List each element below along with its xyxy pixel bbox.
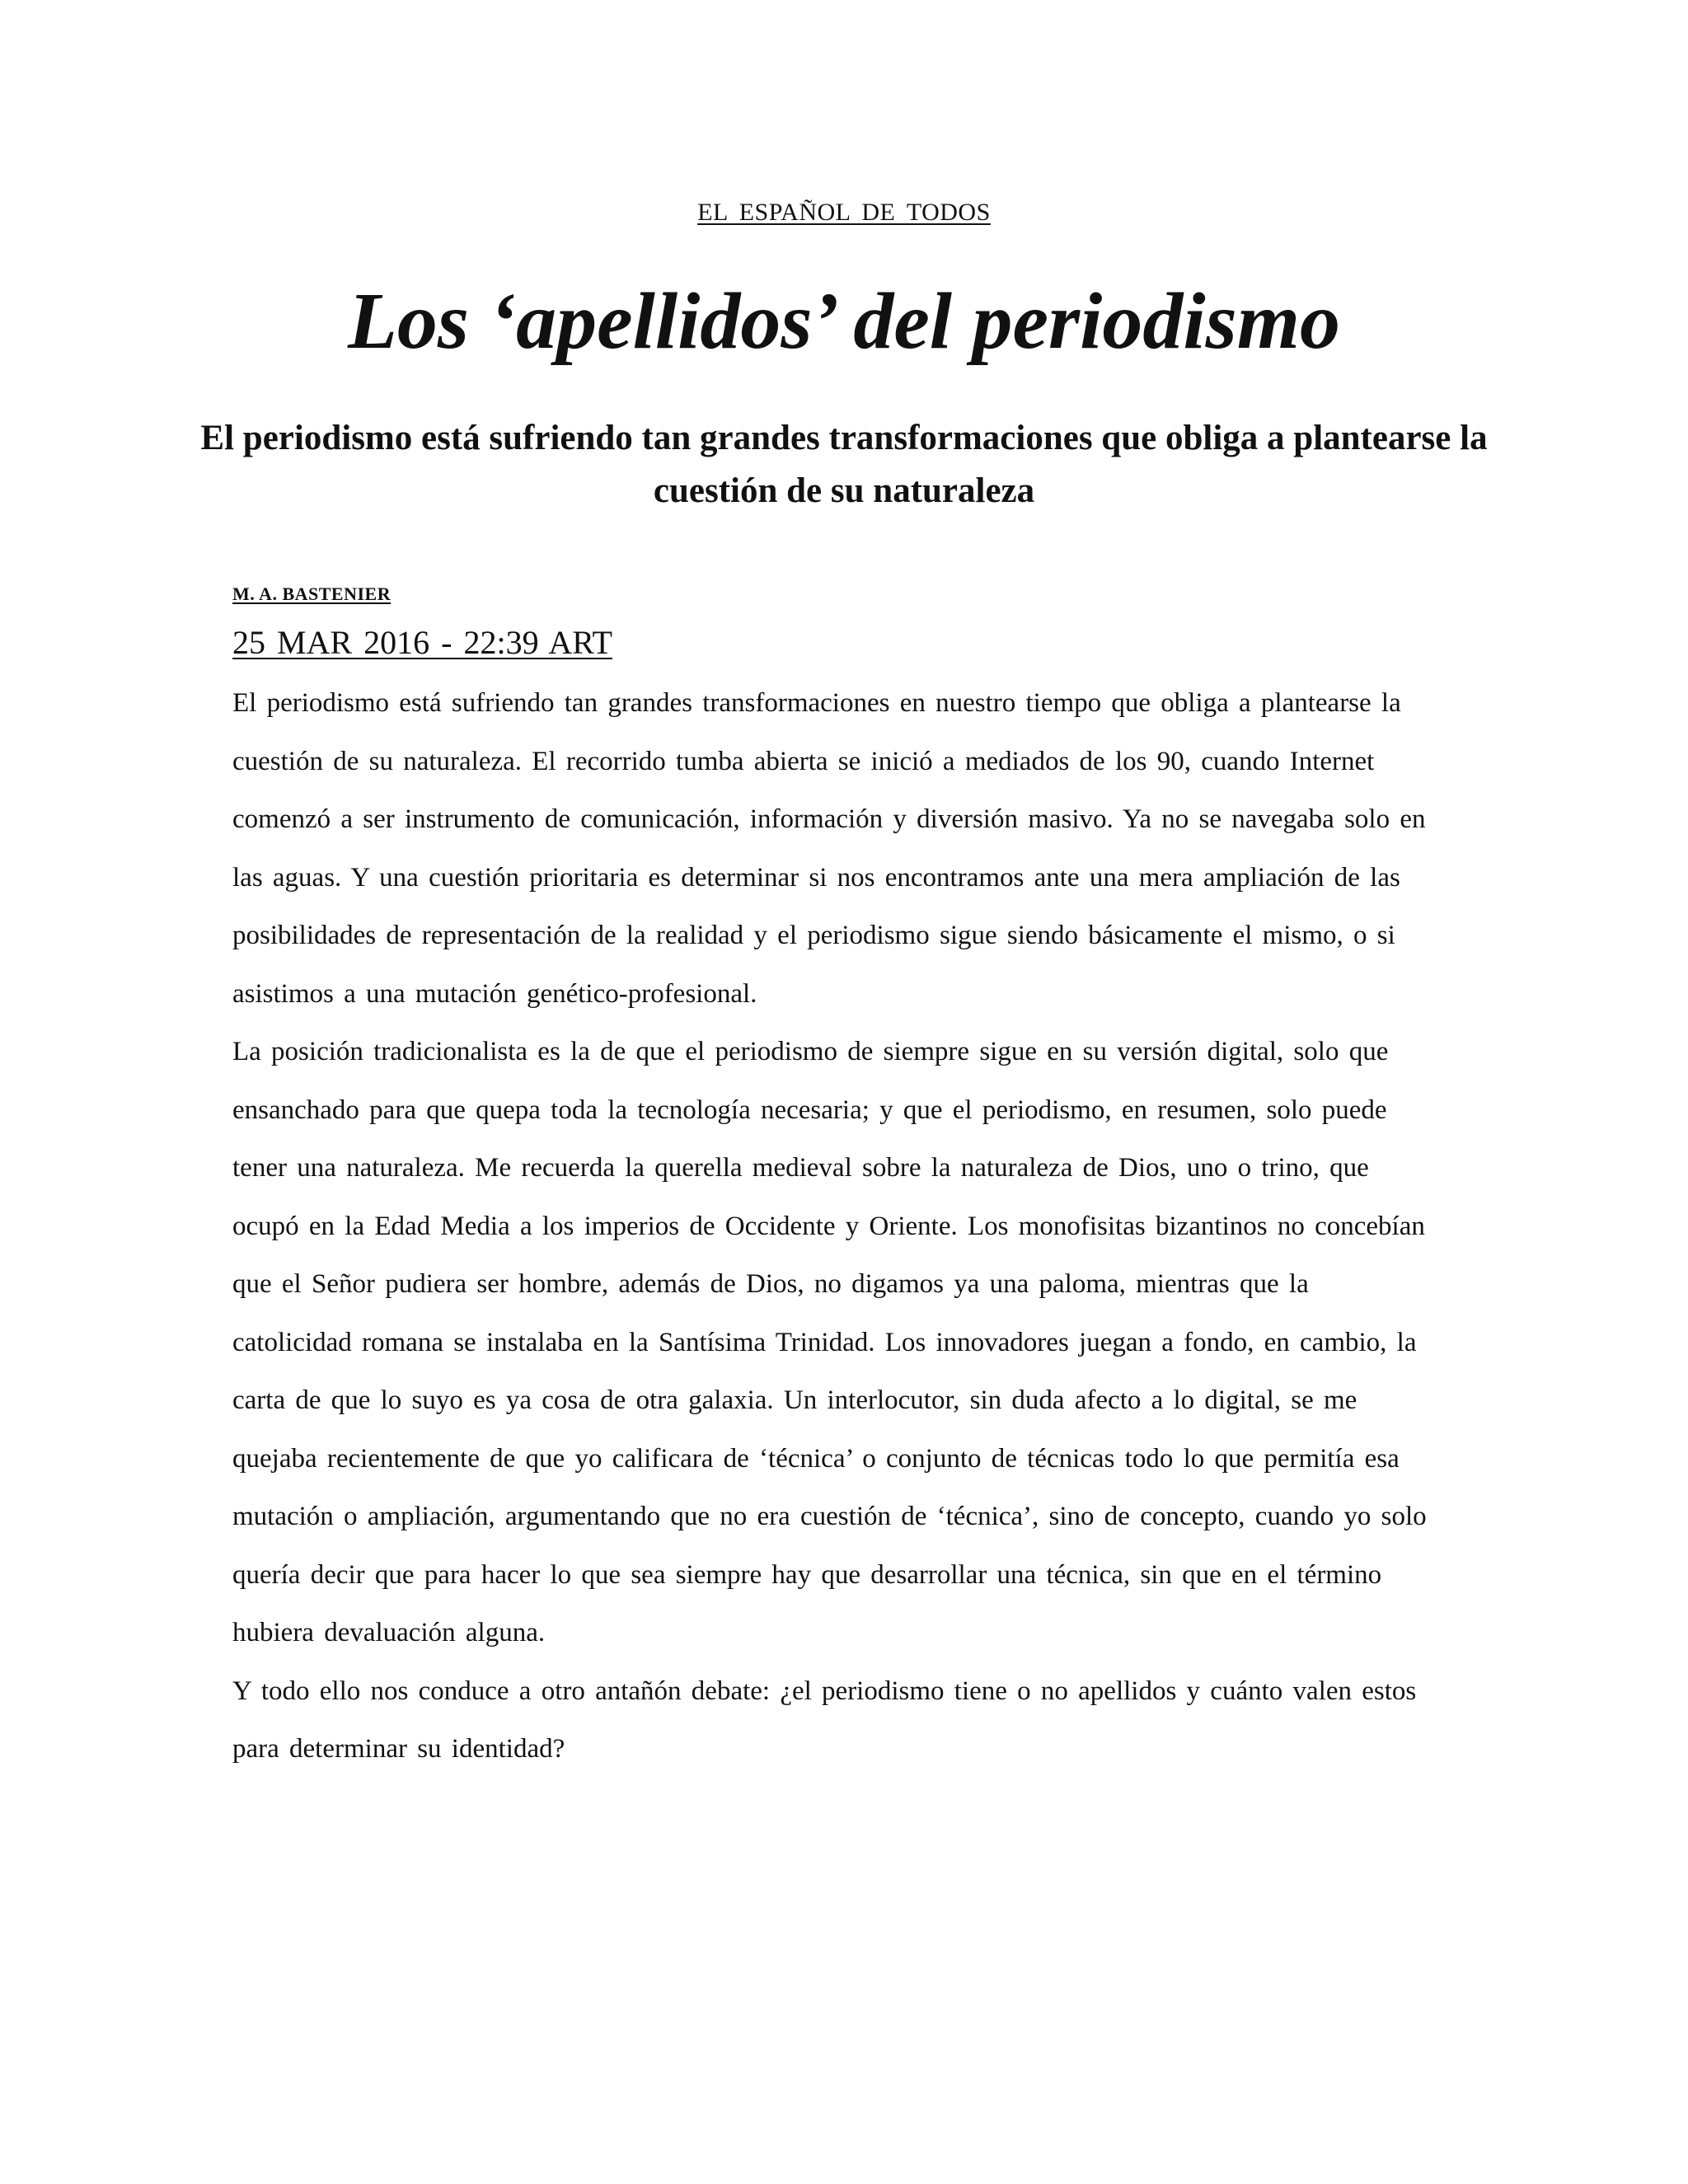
byline xyxy=(232,582,391,607)
article-body xyxy=(232,674,1436,1779)
body-paragraph: Y todo ello nos conduce a otro antañón debate: ¿el periodismo tiene o no apellidos y cuánto valen estos para determinar su identidad? xyxy=(232,1675,1417,1764)
dateline xyxy=(232,623,612,663)
article-headline: Los ‘apellidos’ del periodismo xyxy=(348,277,1340,366)
body-paragraph: El periodismo está sufriendo tan grandes transformaciones en nuestro tiempo que obliga a plantearse la cuestión de su naturaleza. El recorrido tumba abierta se inició a mediados de los 90, cuando Internet comenzó a ser instrumento de comunicación, información y diversión masivo. Ya no se navegaba solo en las aguas. Y una cuestión prioritaria es determinar si nos encontramos ante una mera ampliación de las posibilidades de representación de la realidad y el periodismo sigue siendo básicamente el mismo, o si asistimos a una mutación genético-profesional. xyxy=(232,688,1426,1009)
body-paragraph: La posición tradicionalista es la de que el periodismo de siempre sigue en su versión digital, solo que ensanchado para que quepa toda la tecnología necesaria; y que el periodismo, en resumen, solo puede tener una naturaleza. Me recuerda la querella medieval sobre la naturaleza de Dios, uno o trino, que ocupó en la Edad Media a los imperios de Occidente y Oriente. Los monofisitas bizantinos no concebían que el Señor pudiera ser hombre, además de Dios, no digamos ya una paloma, mientras que la catolicidad romana se instalaba en la Santísima Trinidad. Los innovadores juegan a fondo, en cambio, la carta de que lo suyo es ya cosa de otra galaxia. Un interlocutor, sin duda afecto a lo digital, se me quejaba recientemente de que yo calificara de ‘técnica’ o conjunto de técnicas todo lo que permitía esa mutación o ampliación, argumentando que no era cuestión de ‘técnica’, sino de concepto, cuando yo solo quería decir que para hacer lo que sea siempre hay que desarrollar una técnica, sin que en el término hubiera devaluación alguna. xyxy=(232,1037,1427,1647)
date-link[interactable]: 25 MAR 2016 - 22:39 ART xyxy=(232,624,612,661)
section-header xyxy=(0,196,1688,229)
section-link[interactable]: EL ESPAÑOL DE TODOS xyxy=(697,199,991,226)
article-subheadline: El periodismo está sufriendo tan grandes transformaciones que obliga a plantearse la cuestión de su naturaleza xyxy=(200,419,1488,510)
author-link[interactable]: M. A. BASTENIER xyxy=(232,583,392,604)
